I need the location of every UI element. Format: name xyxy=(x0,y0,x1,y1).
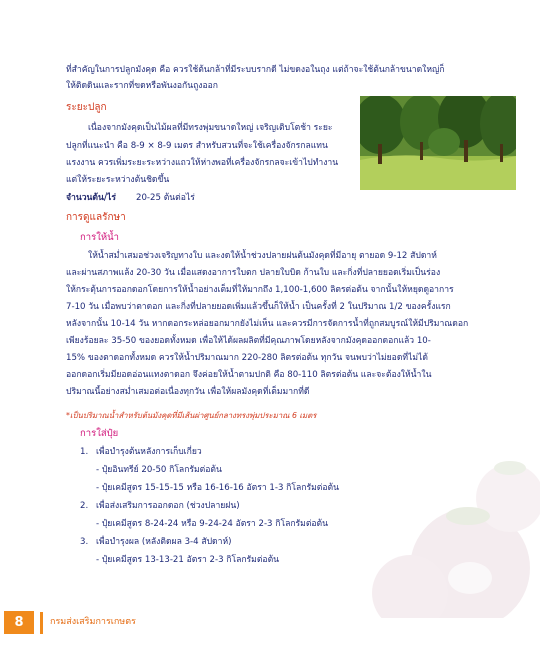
fertilizer-item-2-text: เพื่อส่งเสริมการออกดอก (ช่วงปลายฝน) xyxy=(96,501,240,511)
fertilizer-item-3-sub-1: - ปุ๋ยเคมีสูตร 13-13-21 อัตรา 2-3 กิโลกรัมต่อต้น xyxy=(96,555,280,565)
publisher-name: กรมส่งเสริมการเกษตร xyxy=(50,617,136,627)
page-number: 8 xyxy=(4,611,34,634)
spacing-paragraph-line-3: แรงงาน ควรเพิ่มระยะระหว่างแถวให้ห่างพอที่เครื่องจักรกลจะเข้าไปทำงาน xyxy=(66,158,339,168)
watering-line-8: ออกดอกเริ่มมียอดอ่อนแทงตาดอก จึงค่อยให้น้ำตามปกติ คือ 80-110 ลิตรต่อต้น และจะต้องให้น้ำใน xyxy=(66,370,432,380)
spacing-paragraph-line-2: ปลูกที่แนะนำ คือ 8-9 × 8-9 เมตร สำหรับสวนที่จะใช้เครื่องจักรกลแทน xyxy=(66,141,328,151)
watering-line-3: ให้กระตุ้นการออกดอกโดยการให้น้ำอย่างเต็มที่ให้มากถึง 1,100-1,600 ลิตรต่อต้น จากนั้นให้หยุดดูอาการ xyxy=(66,285,454,295)
intro-line-2: ให้ติดดินและรากที่ขดหรือพันงอกันถูงออก xyxy=(66,81,219,91)
mangosteen-fruit-image xyxy=(350,418,540,618)
spacing-heading: ระยะปลูก xyxy=(66,102,107,113)
fertilizer-item-1-sub-1: - ปุ๋ยอินทรีย์ 20-50 กิโลกรัมต่อต้น xyxy=(96,465,222,475)
fertilizer-item-1-number: 1. xyxy=(80,447,89,457)
watering-line-1: ให้น้ำสม่ำเสมอช่วงเจริญทางใบ และงดให้น้ำช่วงปลายฝนต้นมังคุดที่มีอายุ ตายอด 9-12 สัปดาห์ xyxy=(88,251,437,261)
orchard-photo xyxy=(360,96,516,190)
watering-line-9: ปริมาณนี้อย่างสม่ำเสมอต่อเนื่องทุกวัน เพื่อให้ผลมังคุดที่เต็มมากที่ดี xyxy=(66,387,310,397)
fertilizer-item-1-sub-2: - ปุ๋ยเคมีสูตร 15-15-15 หรือ 16-16-16 อัตรา 1-3 กิโลกรัมต่อต้น xyxy=(96,483,339,493)
fertilizer-item-2-number: 2. xyxy=(80,501,89,511)
footer-divider xyxy=(40,612,43,634)
fertilizer-item-2-sub-1: - ปุ๋ยเคมีสูตร 8-24-24 หรือ 9-24-24 อัตรา 2-3 กิโลกรัมต่อต้น xyxy=(96,519,329,529)
spacing-paragraph-line-4: แต่ให้ระยะระหว่างต้นชิดขึ้น xyxy=(66,175,170,185)
fertilizer-item-3-text: เพื่อบำรุงผล (หลังติดผล 3-4 สัปดาห์) xyxy=(96,537,232,547)
watering-line-2: และผ่านสภาพแล้ง 20-30 วัน เมื่อแสดงอาการใบตก ปลายใบบิด ก้านใบ และกิ่งที่ปลายยอดเริ่มเป็นร่อง xyxy=(66,268,441,278)
watering-line-6: เพียงร้อยละ 35-50 ของยอดทั้งหมด เพื่อให้ได้ผลผลิตที่มีคุณภาพโดยหลังจากมังคุดออกดอกแล้ว 10- xyxy=(66,336,431,346)
watering-line-7: 15% ของตาดอกทั้งหมด ควรให้น้ำปริมาณมาก 220-280 ลิตรต่อต้น ทุกวัน จนพบว่าไม่ยอดที่ไม่ได้ xyxy=(66,353,428,363)
watering-line-4: 7-10 วัน เมื่อพบว่าตาดอก และกิ่งที่ปลายยอดเพิ่มแล้วขึ้นก็ให้น้ำ เป็นครั้งที่ 2 ในปริมาณ 1/2 ของครั้งแรก xyxy=(66,302,451,312)
fertilizer-item-1-text: เพื่อบำรุงต้นหลังการเก็บเกี่ยว xyxy=(96,447,202,457)
intro-line-1: ที่สำคัญในการปลูกมังคุด คือ ควรใช้ต้นกล้าที่มีระบบรากดี ไม่ขดงอในถุง แต่ถ้าจะใช้ต้นกล้าขนาดใหญ่ก็ xyxy=(66,65,445,75)
plants-per-rai-label: จำนวนต้น/ไร่ xyxy=(66,193,116,203)
care-heading: การดูแลรักษา xyxy=(66,212,126,223)
spacing-paragraph-line-1: เนื่องจากมังคุดเป็นไม้ผลที่มีทรงพุ่มขนาดใหญ่ เจริญเติบโตช้า ระยะ xyxy=(88,123,333,133)
watering-footnote: *เป็นปริมาณน้ำสำหรับต้นมังคุดที่มีเส้นผ่าศูนย์กลางทรงพุ่มประมาณ 6 เมตร xyxy=(66,411,317,420)
fertilizer-heading: การใส่ปุ๋ย xyxy=(80,428,119,439)
watering-heading: การให้น้ำ xyxy=(80,232,119,243)
plants-per-rai-value: 20-25 ต้นต่อไร่ xyxy=(136,193,195,203)
watering-line-5: หลังจากนั้น 10-14 วัน หากดอกระหล่อยอกมากยังไม่เห็น และควรมีการจัดการน้ำที่ถูกสมบูรณ์ให้มีปริมาณดอก xyxy=(66,319,469,329)
fertilizer-item-3-number: 3. xyxy=(80,537,89,547)
